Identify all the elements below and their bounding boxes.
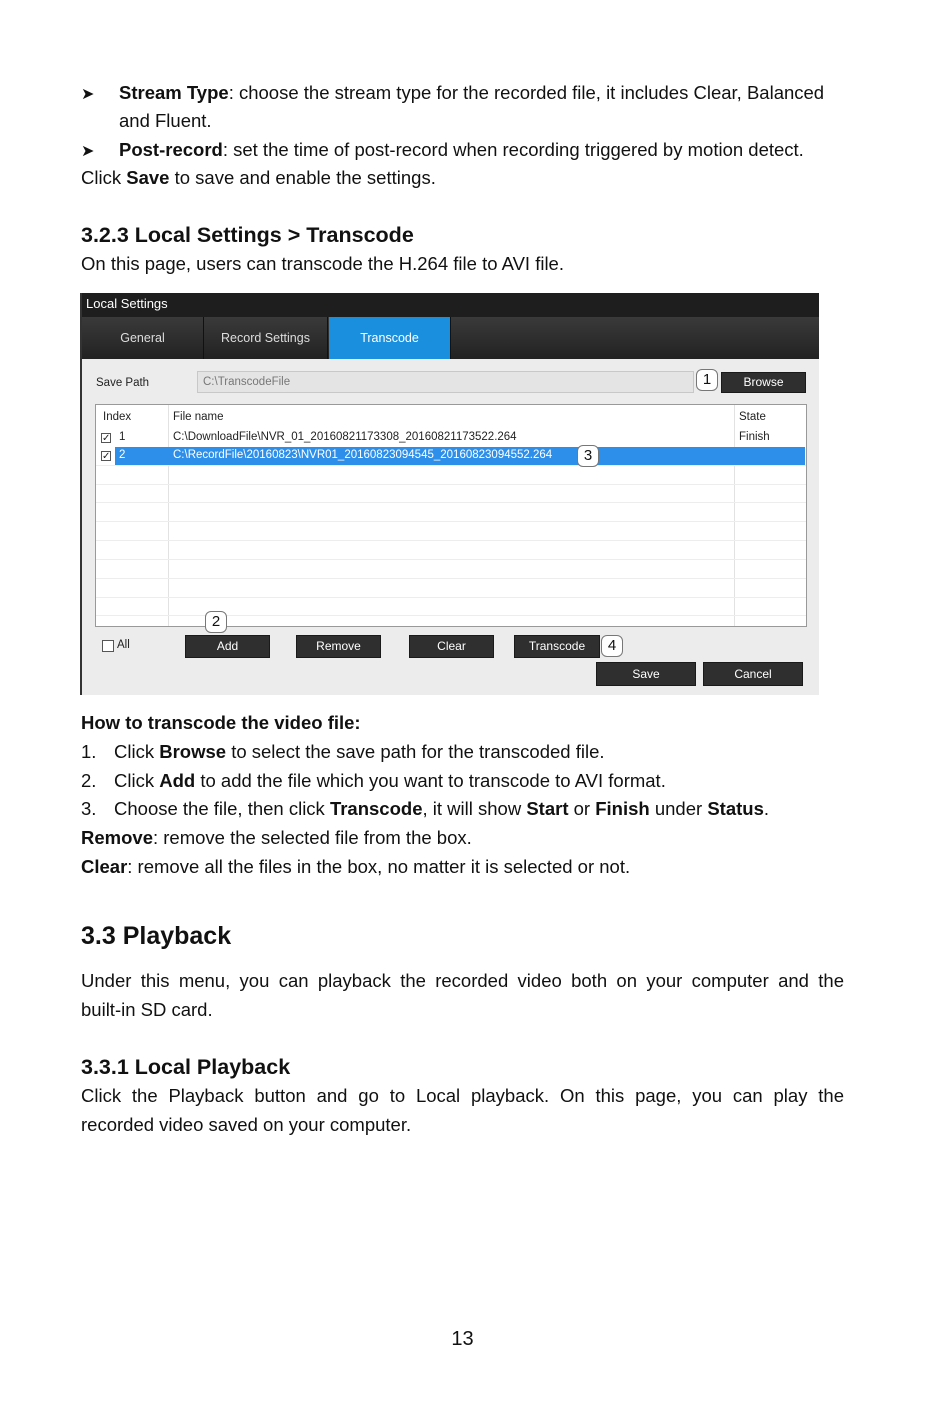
step-text: , it will show xyxy=(422,798,527,819)
section-323-text: On this page, users can transcode the H.264 file to AVI file. xyxy=(81,253,564,274)
save-instruction xyxy=(81,164,844,193)
save-post: to save and enable the settings. xyxy=(169,167,436,188)
clear-term: Clear xyxy=(81,856,128,877)
tab-transcode[interactable]: Transcode xyxy=(329,317,451,359)
page-number: 13 xyxy=(451,1328,474,1350)
save-pre: Click xyxy=(81,167,127,188)
callout-2: 2 xyxy=(205,611,227,633)
step-number: 2. xyxy=(81,770,97,791)
step-text: to select the save path for the transcoded file. xyxy=(226,741,605,762)
tab-record-settings[interactable]: Record Settings xyxy=(204,317,328,359)
transcode-button[interactable]: Transcode xyxy=(514,635,600,658)
remove-term: Remove xyxy=(81,827,153,848)
stream-type-term: Stream Type xyxy=(119,82,229,103)
section-heading-323: 3.2.3 Local Settings > Transcode xyxy=(81,223,414,247)
step-term: Status xyxy=(707,798,764,819)
row-file-name: C:\DownloadFile\NVR_01_20160821173308_20160821173522.264 xyxy=(173,431,517,443)
step-term: Start xyxy=(526,798,569,819)
step-number: 1. xyxy=(81,741,97,762)
playback-text-line-2: built-in SD card. xyxy=(81,999,213,1020)
step-text: Choose the file, then click xyxy=(114,798,330,819)
save-path-input[interactable]: C:\TranscodeFile xyxy=(197,371,694,393)
row-checkbox[interactable]: ✓ xyxy=(102,433,111,444)
row-index: 1 xyxy=(119,431,126,443)
column-file-name[interactable]: File name xyxy=(173,411,224,423)
playback-text-line-1: Under this menu, you can playback the recorded video both on your computer and the xyxy=(81,970,844,991)
step-term: Transcode xyxy=(329,798,423,819)
callout-3: 3 xyxy=(577,445,599,467)
file-table xyxy=(95,404,807,627)
stream-type-paragraph xyxy=(119,79,844,108)
column-state[interactable]: State xyxy=(739,411,766,423)
step-number: 3. xyxy=(81,798,97,819)
stream-type-text: : choose the stream type for the recorded file, it includes Clear, Balanced xyxy=(228,82,825,103)
local-settings-window xyxy=(80,293,819,695)
howto-heading: How to transcode the video file: xyxy=(81,712,361,733)
local-playback-line-2: recorded video saved on your computer. xyxy=(81,1114,412,1135)
post-record-text: : set the time of post-record when recording triggered by motion detect. xyxy=(222,139,804,160)
howto-step-3 xyxy=(81,795,844,824)
step-text: to add the file which you want to transcode to AVI format. xyxy=(195,770,666,791)
row-state: Finish xyxy=(739,431,770,443)
row-file-name: C:\RecordFile\20160823\NVR01_20160823094545_20160823094552.264 xyxy=(173,449,553,461)
row-index: 2 xyxy=(119,449,126,461)
howto-step-2 xyxy=(81,767,844,796)
callout-1: 1 xyxy=(696,369,718,391)
save-path-label: Save Path xyxy=(96,377,150,389)
column-index[interactable]: Index xyxy=(103,411,132,423)
step-text: or xyxy=(568,798,596,819)
remove-text: : remove the selected file from the box. xyxy=(152,827,472,848)
section-heading-33: 3.3 Playback xyxy=(81,922,232,950)
clear-text: : remove all the files in the box, no matter it is selected or not. xyxy=(127,856,631,877)
add-button[interactable]: Add xyxy=(185,635,270,658)
step-text: Click xyxy=(114,770,160,791)
step-term: Finish xyxy=(595,798,650,819)
remove-button[interactable]: Remove xyxy=(296,635,381,658)
bullet-arrow-icon: ➤ xyxy=(81,86,95,103)
tab-general[interactable]: General xyxy=(82,317,204,359)
howto-step-1 xyxy=(81,738,844,767)
section-heading-331: 3.3.1 Local Playback xyxy=(81,1055,291,1079)
post-record-paragraph xyxy=(119,136,844,165)
remove-description xyxy=(81,824,844,853)
bullet-arrow-icon: ➤ xyxy=(81,143,95,160)
stream-type-continuation: and Fluent. xyxy=(119,110,212,131)
tab-bar xyxy=(82,317,819,359)
window-title: Local Settings xyxy=(82,293,819,317)
clear-description xyxy=(81,853,844,882)
step-text: under xyxy=(649,798,708,819)
step-text: . xyxy=(763,798,769,819)
browse-button[interactable]: Browse xyxy=(721,372,806,393)
save-button[interactable]: Save xyxy=(596,662,696,686)
local-playback-line-1: Click the Playback button and go to Local playback. On this page, you can play the xyxy=(81,1085,844,1106)
select-all-label: All xyxy=(117,639,130,651)
step-term: Browse xyxy=(159,741,227,762)
clear-button[interactable]: Clear xyxy=(409,635,494,658)
callout-4: 4 xyxy=(601,635,623,657)
step-text: Click xyxy=(114,741,160,762)
select-all-checkbox[interactable] xyxy=(102,640,114,652)
cancel-button[interactable]: Cancel xyxy=(703,662,803,686)
save-term: Save xyxy=(126,167,170,188)
row-checkbox[interactable]: ✓ xyxy=(102,451,111,462)
step-term: Add xyxy=(159,770,196,791)
post-record-term: Post-record xyxy=(119,139,223,160)
